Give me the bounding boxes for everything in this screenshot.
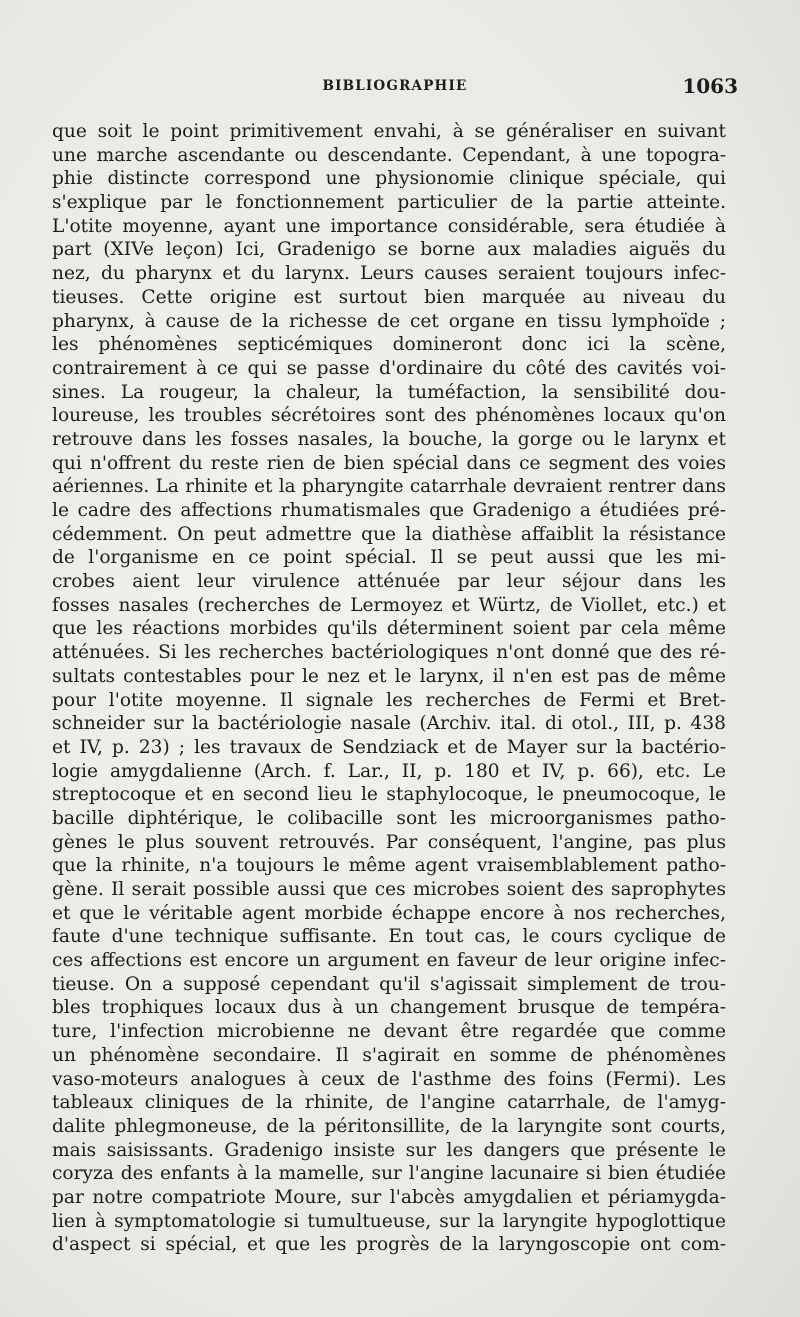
text-line: fosses nasales (recherches de Lermoyez et Würtz, de Viollet, etc.) et [52, 594, 726, 616]
text-line: streptocoque et en second lieu le staphylocoque, le pneumocoque, le [52, 784, 726, 806]
text-line: pharynx, à cause de la richesse de cet organe en tissu lymphoïde ; [52, 310, 726, 332]
text-line: L'otite moyenne, ayant une importance considérable, sera étudiée à [52, 215, 726, 237]
page-number: 1063 [682, 74, 738, 98]
text-line: atténuées. Si les recherches bactériologiques n'ont donné que des ré- [52, 642, 726, 664]
text-line: retrouve dans les fosses nasales, la bouche, la gorge ou le larynx et [52, 428, 726, 450]
text-line: mais saisissants. Gradenigo insiste sur les dangers que présente le [52, 1139, 726, 1161]
text-line: crobes aient leur virulence atténuée par leur séjour dans les [52, 571, 726, 593]
text-line: faute d'une technique suffisante. En tout cas, le cours cyclique de [52, 926, 726, 948]
text-line: bles trophiques locaux dus à un changement brusque de tempéra- [52, 997, 726, 1019]
text-line: gènes le plus souvent retrouvés. Par conséquent, l'angine, pas plus [52, 831, 726, 853]
text-line: que soit le point primitivement envahi, à se généraliser en suivant [52, 121, 726, 142]
text-line: de l'organisme en ce point spécial. Il se peut aussi que les mi- [52, 547, 726, 569]
text-line: vaso-moteurs analogues à ceux de l'asthme des foins (Fermi). Les [52, 1068, 726, 1090]
text-line: ture, l'infection microbienne ne devant être regardée que comme [52, 1021, 726, 1043]
text-line: les phénomènes septicémiques domineront donc ici la scène, [52, 334, 726, 356]
running-head: BIBLIOGRAPHIE [322, 78, 468, 94]
text-line: ces affections est encore un argument en faveur de leur origine infec- [52, 950, 726, 972]
text-line: et que le véritable agent morbide échappe encore à nos recherches, [52, 902, 726, 924]
text-line: d'aspect si spécial, et que les progrès de la laryngoscopie ont com- [52, 1234, 726, 1256]
text-line: coryza des enfants à la mamelle, sur l'angine lacunaire si bien étudiée [52, 1163, 726, 1185]
text-line: bacille diphtérique, le colibacille sont les microorganismes patho- [52, 807, 726, 829]
text-line: cédemment. On peut admettre que la diathèse affaiblit la résistance [52, 523, 726, 545]
text-line: contrairement à ce qui se passe d'ordinaire du côté des cavités voi- [52, 357, 726, 379]
text-line: une marche ascendante ou descendante. Cependant, à une topogra- [52, 144, 726, 166]
body-text [52, 120, 726, 1257]
text-line: qui n'offrent du reste rien de bien spécial dans ce segment des voies [52, 452, 726, 474]
text-line: par notre compatriote Moure, sur l'abcès amygdalien et périamygda- [52, 1186, 726, 1208]
text-line: un phénomène secondaire. Il s'agirait en somme de phénomènes [52, 1044, 726, 1066]
text-line: tieuse. On a supposé cependant qu'il s'agissait simplement de trou- [52, 973, 726, 995]
text-line: aériennes. La rhinite et la pharyngite catarrhale devraient rentrer dans [52, 476, 726, 498]
text-line: lien à symptomatologie si tumultueuse, sur la laryngite hypoglottique [52, 1210, 726, 1232]
text-line: tieuses. Cette origine est surtout bien marquée au niveau du [52, 286, 726, 308]
text-line: que les réactions morbides qu'ils déterminent soient par cela même [52, 618, 726, 640]
text-line: nez, du pharynx et du larynx. Leurs causes seraient toujours infec- [52, 263, 726, 285]
text-line: le cadre des affections rhumatismales que Gradenigo a étudiées pré- [52, 500, 726, 521]
text-line: sultats contestables pour le nez et le larynx, il n'en est pas de même [52, 665, 726, 687]
text-line: dalite phlegmoneuse, de la péritonsillite, de la laryngite sont courts, [52, 1115, 726, 1137]
text-line: loureuse, les troubles sécrétoires sont des phénomènes locaux qu'on [52, 405, 726, 427]
text-line: part (XIVe leçon) Ici, Gradenigo se borne aux maladies aiguës du [52, 239, 726, 261]
text-line: et IV, p. 23) ; les travaux de Sendziack et de Mayer sur la bactério- [52, 736, 726, 758]
text-line: sines. La rougeur, la chaleur, la tuméfaction, la sensibilité dou- [52, 381, 726, 403]
text-line: schneider sur la bactériologie nasale (Archiv. ital. di otol., III, p. 438 [52, 713, 726, 735]
text-line: phie distincte correspond une physionomie clinique spéciale, qui [52, 168, 726, 190]
text-line: gène. Il serait possible aussi que ces microbes soient des saprophytes [52, 879, 726, 900]
text-line: que la rhinite, n'a toujours le même agent vraisemblablement patho- [52, 855, 726, 877]
text-line: s'explique par le fonctionnement particulier de la partie atteinte. [52, 192, 726, 214]
page-header [52, 74, 738, 102]
text-line: logie amygdalienne (Arch. f. Lar., II, p. 180 et IV, p. 66), etc. Le [52, 760, 726, 782]
text-line: pour l'otite moyenne. Il signale les recherches de Fermi et Bret- [52, 689, 726, 711]
text-line: tableaux cliniques de la rhinite, de l'angine catarrhale, de l'amyg- [52, 1092, 726, 1114]
